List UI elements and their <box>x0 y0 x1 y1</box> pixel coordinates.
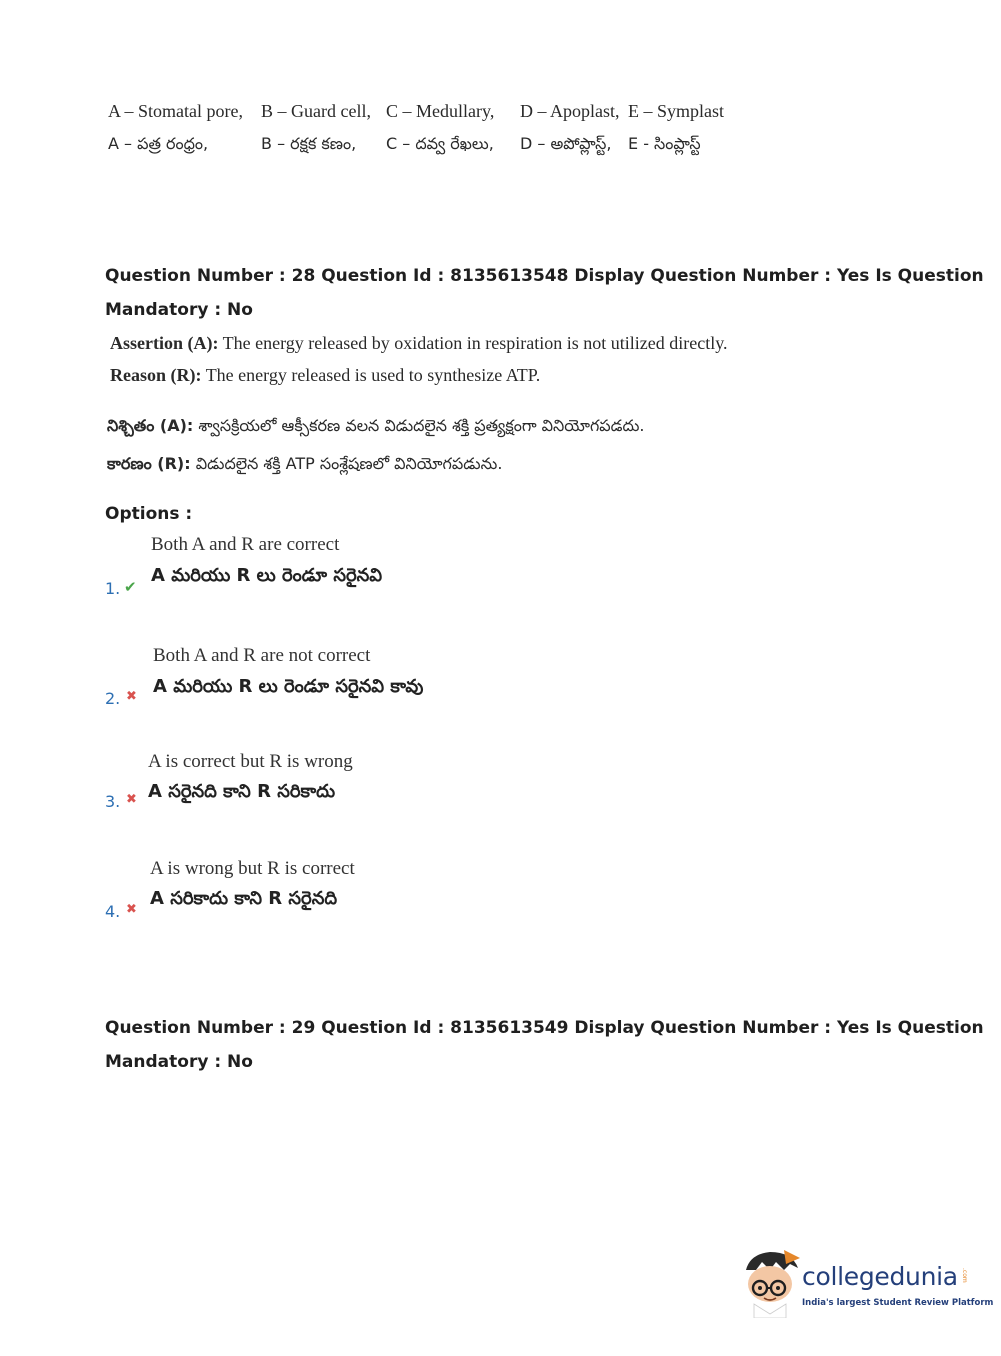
reason-te-label: కారణం (R): <box>107 454 191 473</box>
option-3-cross-icon: ✖ <box>126 792 137 807</box>
q28-header-line1: Question Number : 28 Question Id : 8135613548 Display Question Number : Yes Is Question <box>105 266 984 286</box>
options-label: Options : <box>105 504 193 524</box>
assertion-en <box>110 333 728 354</box>
q29-header-line1: Question Number : 29 Question Id : 8135613549 Display Question Number : Yes Is Question <box>105 1018 984 1038</box>
option-3-number: 3. <box>105 792 121 811</box>
collegedunia-logo <box>740 1248 994 1318</box>
label-e-te: E - సింప్లాస్ట్ <box>628 134 701 153</box>
label-b-te: B – రక్షక కణం, <box>261 134 357 153</box>
label-b-en: B – Guard cell, <box>261 101 371 121</box>
label-c-te: C – దవ్వ రేఖలు, <box>386 134 494 153</box>
assertion-te-text: శ్వాసక్రియలో ఆక్సీకరణ వలన విడుదలైన శక్తి ప్రత్యక్షంగా వినియోగపడదు. <box>198 416 645 435</box>
option-4-te: A సరికాదు కాని R సరైనది <box>150 888 338 909</box>
label-a-te: A – పత్ర రంధ్రం, <box>108 134 209 153</box>
brand-name: collegedunia <box>802 1262 958 1291</box>
option-1-check-icon: ✔ <box>124 578 137 596</box>
brand-tagline: India's largest Student Review Platform <box>802 1298 994 1308</box>
assertion-label: Assertion (A): <box>110 333 219 353</box>
label-a-en: A – Stomatal pore, <box>108 101 243 121</box>
option-3-te: A సరైనది కాని R సరికాదు <box>148 781 336 802</box>
option-1-te: A మరియు R లు రెండూ సరైనవి <box>151 565 383 586</box>
reason-en <box>110 365 540 386</box>
q28-header-line2: Mandatory : No <box>105 300 253 320</box>
option-2-number: 2. <box>105 689 121 708</box>
brand-suffix: .com <box>961 1268 968 1283</box>
option-4-number: 4. <box>105 902 121 921</box>
option-3-en: A is correct but R is wrong <box>148 751 353 772</box>
option-2-en: Both A and R are not correct <box>153 645 371 666</box>
assertion-te <box>107 416 644 439</box>
label-c-en: C – Medullary, <box>386 101 495 121</box>
option-4-en: A is wrong but R is correct <box>150 858 355 879</box>
assertion-text: The energy released by oxidation in respiration is not utilized directly. <box>222 333 728 353</box>
reason-label: Reason (R): <box>110 365 202 385</box>
q29-header-line2: Mandatory : No <box>105 1052 253 1072</box>
reason-te-text: విడుదలైన శక్తి ATP సంశ్లేషణలో వినియోగపడును. <box>195 454 503 473</box>
label-e-en: E – Symplast <box>628 101 725 121</box>
reason-te <box>107 454 502 477</box>
option-2-cross-icon: ✖ <box>126 689 137 704</box>
label-d-te: D – అపోప్లాస్ట్, <box>520 134 612 153</box>
reason-text: The energy released is used to synthesize ATP. <box>205 365 541 385</box>
mascot-icon <box>740 1248 802 1318</box>
label-d-en: D – Apoplast, <box>520 101 620 121</box>
option-2-te: A మరియు R లు రెండూ సరైనవి కావు <box>153 676 424 697</box>
assertion-te-label: నిశ్చితం (A): <box>107 416 194 435</box>
option-4-cross-icon: ✖ <box>126 902 137 917</box>
option-1-en: Both A and R are correct <box>151 534 340 555</box>
option-1-number: 1. <box>105 579 121 598</box>
